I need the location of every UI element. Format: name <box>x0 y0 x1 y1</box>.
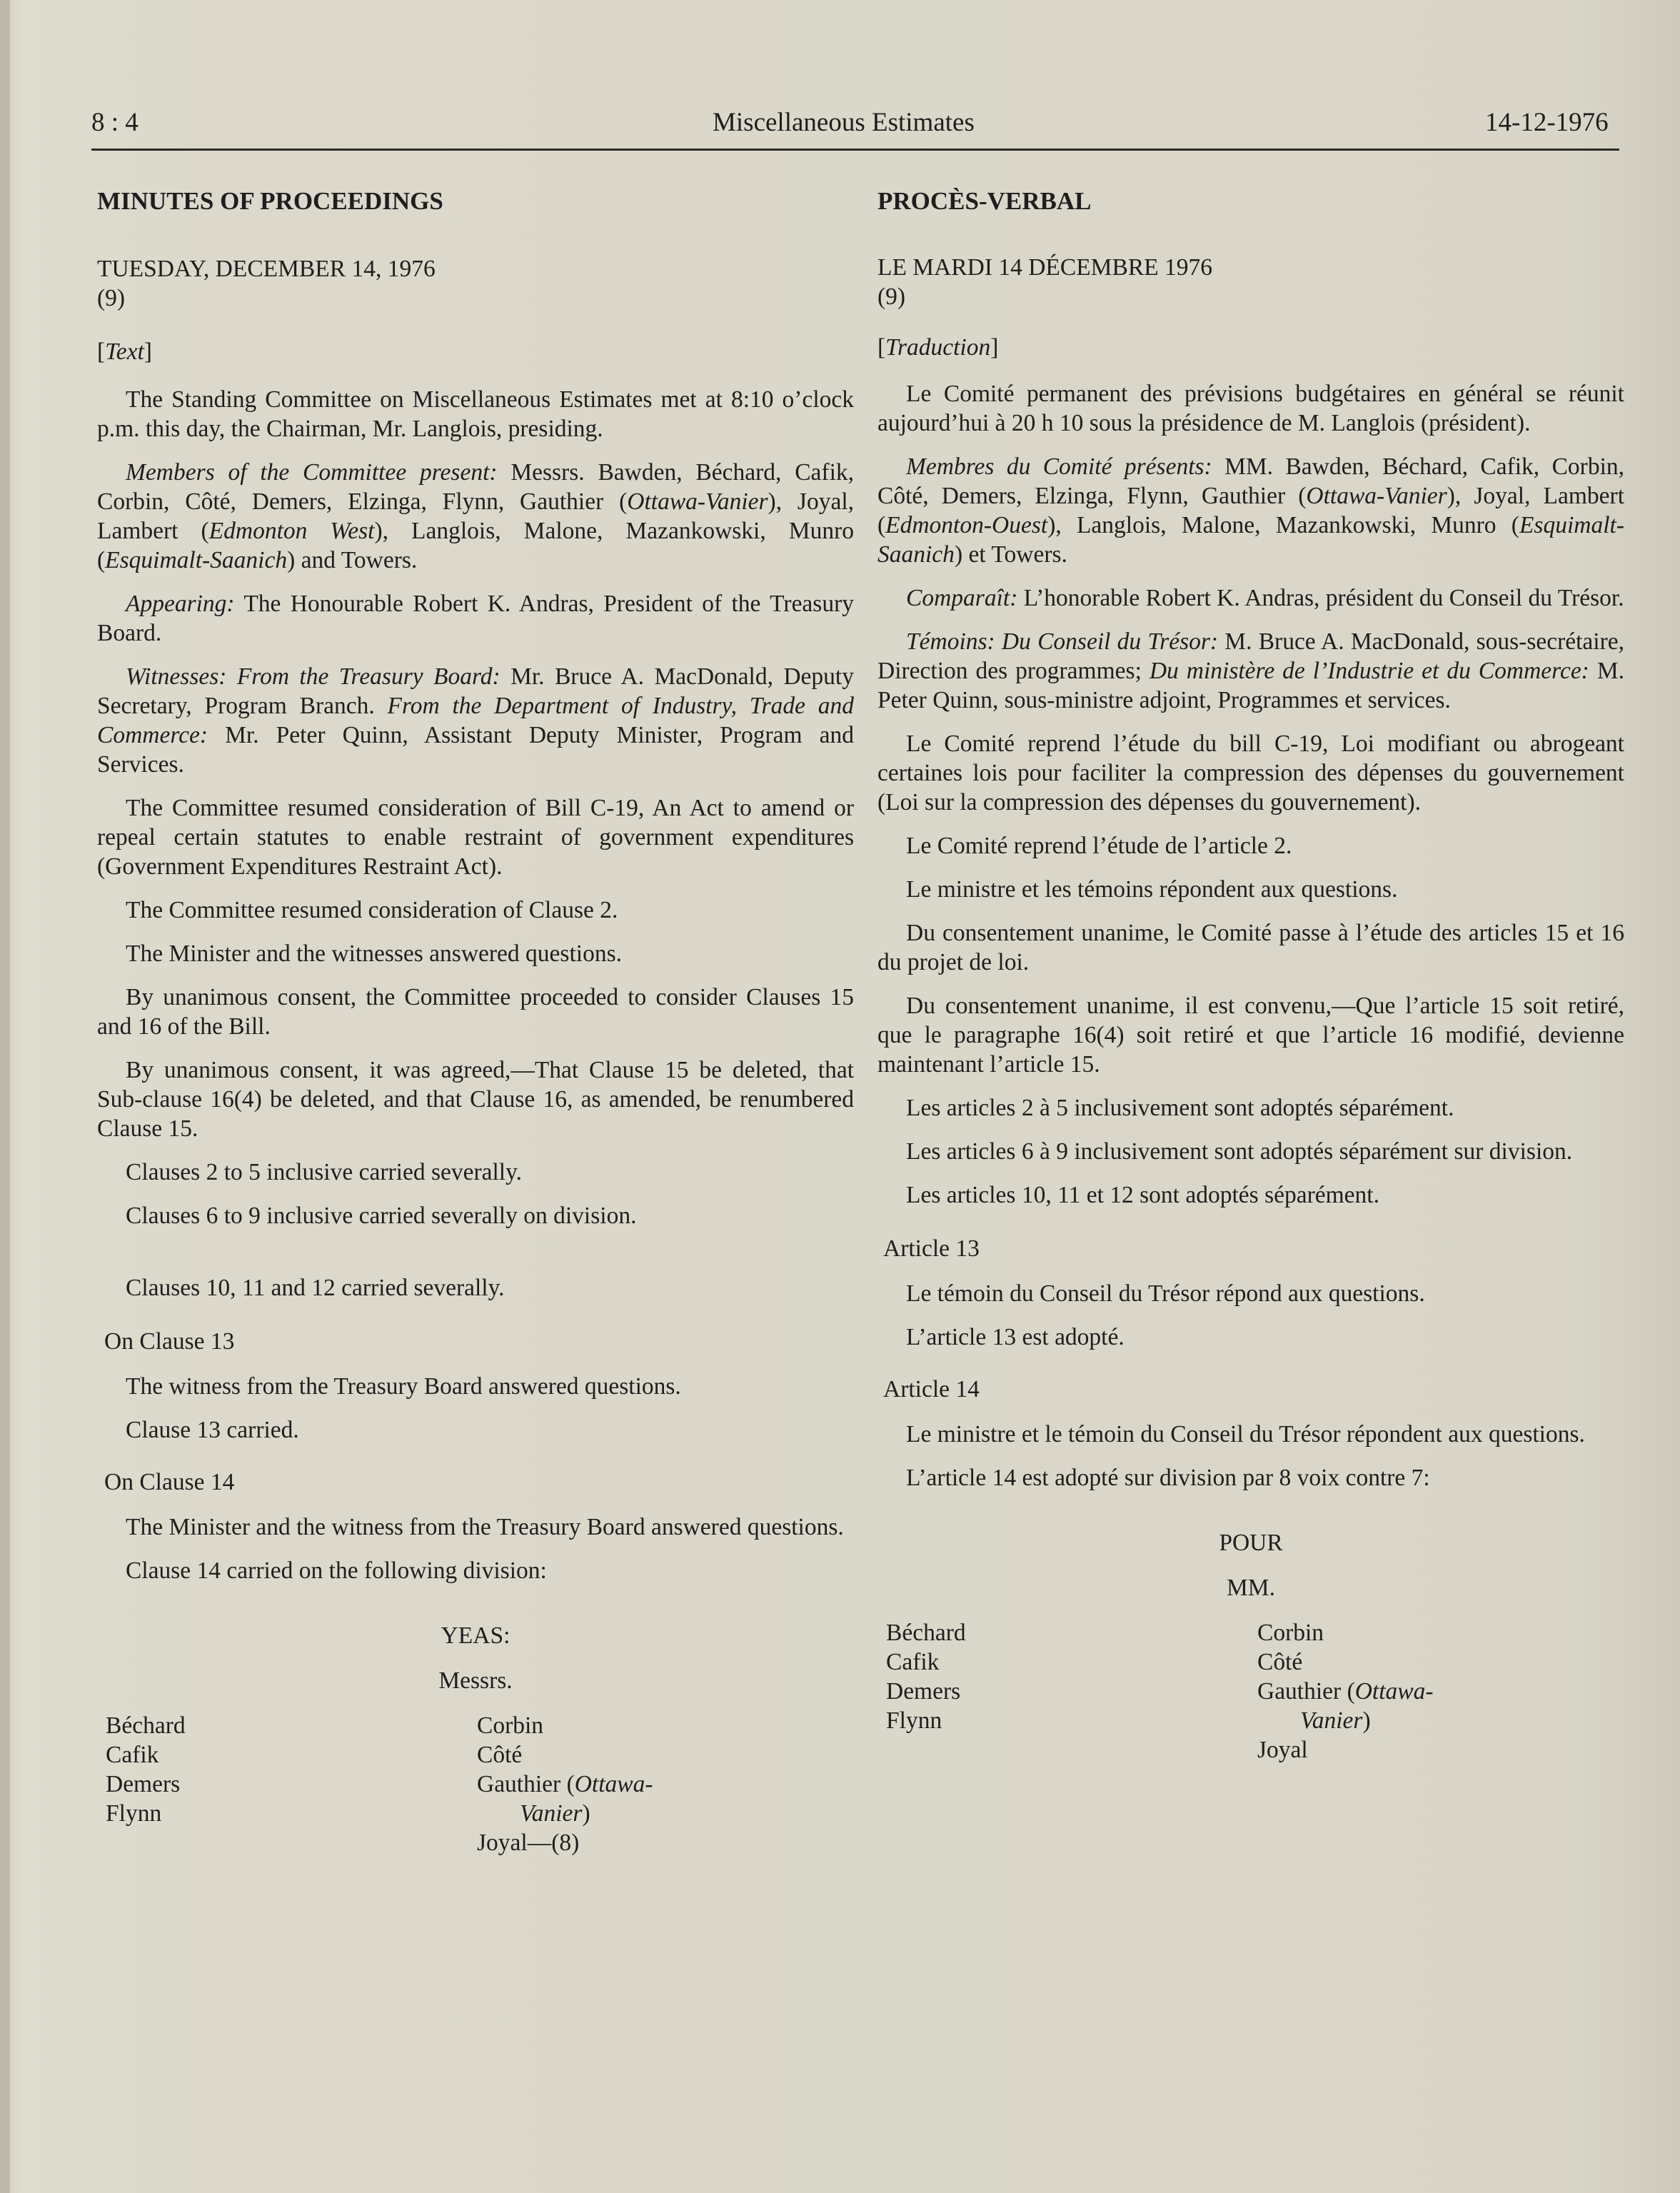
name-item: Corbin <box>477 1712 544 1739</box>
messrs-label: MM. <box>1227 1575 1275 1601</box>
yeas-heading: YEAS: <box>441 1622 510 1649</box>
clauses-6-9-paragraph: Les articles 6 à 9 inclusivement sont adoptés séparément sur division. <box>906 1138 1573 1165</box>
clauses-10-12-paragraph: Clauses 10, 11 and 12 carried severally. <box>126 1275 505 1301</box>
name-item: Demers <box>886 1678 961 1705</box>
members-paragraph: Members of the Committee present: Messrs. Bawden, Béchard, Cafik, Corbin, Côté, Demers, Elzinga, Flynn, Gauthier (Ottawa-Vanier), Joyal, Lambert (Edmonton West), Langlois, Malone, Mazankowski, Munro (Esquimalt-Saanich) and Towers. <box>97 459 855 573</box>
witnesses-paragraph: Témoins: Du Conseil du Trésor: M. Bruce A. MacDonald, sous-secrétaire, Direction des programmes; Du ministère de l’Industrie et du Commerce: M. Peter Quinn, sous-ministre adjoint, Programmes et services. <box>877 628 1624 713</box>
meeting-number: (9) <box>97 285 126 311</box>
meeting-date: LE MARDI 14 DÉCEMBRE 1976 <box>877 254 1212 281</box>
names-column-2 <box>1257 1618 1600 1765</box>
witnesses-paragraph: Witnesses: From the Treasury Board: Mr. Bruce A. MacDonald, Deputy Secretary, Program Branch. From the Department of Industry, Trade and Commerce: Mr. Peter Quinn, Assistant Deputy Minister, Program and Services. <box>97 663 854 778</box>
running-title: Miscellaneous Estimates <box>713 108 975 137</box>
resumed-clause-paragraph: Le Comité reprend l’étude de l’article 2. <box>906 833 1292 859</box>
name-item: Flynn <box>106 1800 162 1827</box>
name-item: Côté <box>477 1742 523 1768</box>
clause-14-division: L’article 14 est adopté sur division par 8 voix contre 7: <box>906 1465 1430 1491</box>
yeas-names <box>97 1711 854 1857</box>
clause-13-heading: Article 13 <box>883 1235 980 1262</box>
names-column-1 <box>97 1711 477 1857</box>
name-item: Joyal <box>1257 1737 1308 1763</box>
clauses-10-12-paragraph: Les articles 10, 11 et 12 sont adoptés séparément. <box>906 1182 1379 1208</box>
clauses-2-5-paragraph: Clauses 2 to 5 inclusive carried severally. <box>126 1159 523 1185</box>
name-item: Flynn <box>886 1707 942 1734</box>
yeas-heading: POUR <box>1219 1530 1283 1556</box>
name-item: Cafik <box>106 1742 159 1768</box>
english-column <box>97 186 854 1857</box>
meeting-date: TUESDAY, DECEMBER 14, 1976 <box>97 256 436 282</box>
header-rule <box>91 149 1619 151</box>
text-tag: [Traduction] <box>877 334 999 361</box>
clause-14-heading: On Clause 14 <box>104 1469 235 1495</box>
section-heading: MINUTES OF PROCEEDINGS <box>97 187 443 215</box>
minister-witness-paragraph: The Minister and the witness from the Treasury Board answered questions. <box>126 1514 844 1540</box>
name-item: Vanier) <box>1300 1707 1371 1734</box>
resumed-bill-paragraph: The Committee resumed consideration of Bill C-19, An Act to amend or repeal certain statutes to enable restraint of government expenditures (Government Expenditures Restraint Act). <box>97 795 854 880</box>
names-column-2 <box>477 1711 820 1857</box>
unanimous-paragraph-1: Du consentement unanime, le Comité passe à l’étude des articles 15 et 16 du projet de loi. <box>877 920 1624 975</box>
name-item: Cafik <box>886 1649 940 1675</box>
name-item: Gauthier (Ottawa- <box>1257 1678 1434 1705</box>
page-spine-shadow <box>0 0 10 2193</box>
opening-paragraph: Le Comité permanent des prévisions budgétaires en général se réunit aujourd’hui à 20 h 10 sous la présidence de M. Langlois (président). <box>877 381 1624 436</box>
clause-14-heading: Article 14 <box>883 1376 980 1402</box>
resumed-clause-paragraph: The Committee resumed consideration of Clause 2. <box>126 897 618 923</box>
page-number: 8 : 4 <box>91 108 139 137</box>
name-item: Corbin <box>1257 1620 1324 1646</box>
opening-paragraph: The Standing Committee on Miscellaneous Estimates met at 8:10 o’clock p.m. this day, the Chairman, Mr. Langlois, presiding. <box>97 386 854 442</box>
messrs-label: Messrs. <box>438 1667 513 1694</box>
french-column <box>877 186 1624 1765</box>
answered-paragraph: Le ministre et les témoins répondent aux questions. <box>906 876 1398 903</box>
witness-tb-paragraph: Le témoin du Conseil du Trésor répond aux questions. <box>906 1280 1425 1307</box>
clause-13-carried: Clause 13 carried. <box>126 1417 299 1443</box>
name-item: Béchard <box>106 1712 186 1739</box>
meeting-number: (9) <box>877 283 906 310</box>
unanimous-paragraph-2: Du consentement unanime, il est convenu,—Que l’article 15 soit retiré, que le paragraphe 16(4) soit retiré et que l’article 16 modifié, devienne maintenant l’article 15. <box>877 993 1624 1078</box>
name-item: Gauthier (Ottawa- <box>477 1771 653 1797</box>
name-item: Joyal—(8) <box>477 1830 580 1856</box>
unanimous-paragraph-2: By unanimous consent, it was agreed,—That Clause 15 be deleted, that Sub-clause 16(4) be deleted, and that Clause 16, as amended, be renumbered Clause 15. <box>97 1057 854 1142</box>
header-date: 14-12-1976 <box>1485 108 1609 137</box>
clause-13-carried: L’article 13 est adopté. <box>906 1324 1125 1350</box>
appearing-paragraph: Appearing: The Honourable Robert K. Andras, President of the Treasury Board. <box>97 591 854 646</box>
clauses-2-5-paragraph: Les articles 2 à 5 inclusivement sont adoptés séparément. <box>906 1095 1454 1121</box>
resumed-bill-paragraph: Le Comité reprend l’étude du bill C-19, Loi modifiant ou abrogeant certaines lois pour faciliter la compression des dépenses du gouvernement (Loi sur la compression des dépenses du gouvernement). <box>877 731 1624 816</box>
members-paragraph: Membres du Comité présents: MM. Bawden, Béchard, Cafik, Corbin, Côté, Demers, Elzinga, Flynn, Gauthier (Ottawa-Vanier), Joyal, Lambert (Edmonton-Ouest), Langlois, Malone, Mazankowski, Munro (Esquimalt-Saanich) et Towers. <box>877 453 1625 568</box>
witness-tb-paragraph: The witness from the Treasury Board answered questions. <box>126 1373 681 1400</box>
name-item: Béchard <box>886 1620 966 1646</box>
clauses-6-9-paragraph: Clauses 6 to 9 inclusive carried severally on division. <box>126 1203 637 1229</box>
yeas-names <box>877 1618 1624 1765</box>
name-item: Côté <box>1257 1649 1303 1675</box>
text-tag: [Text] <box>97 338 152 365</box>
section-heading: PROCÈS-VERBAL <box>877 187 1092 215</box>
clause-14-division: Clause 14 carried on the following division: <box>126 1557 547 1584</box>
names-column-1 <box>877 1618 1257 1765</box>
unanimous-paragraph-1: By unanimous consent, the Committee proceeded to consider Clauses 15 and 16 of the Bill. <box>97 984 854 1040</box>
minister-witness-paragraph: Le ministre et le témoin du Conseil du Trésor répondent aux questions. <box>906 1421 1585 1447</box>
clause-13-heading: On Clause 13 <box>104 1328 235 1355</box>
appearing-paragraph: Comparaît: L’honorable Robert K. Andras, président du Conseil du Trésor. <box>906 585 1624 611</box>
name-item: Vanier) <box>520 1800 590 1827</box>
name-item: Demers <box>106 1771 181 1797</box>
answered-paragraph: The Minister and the witnesses answered questions. <box>126 940 622 967</box>
